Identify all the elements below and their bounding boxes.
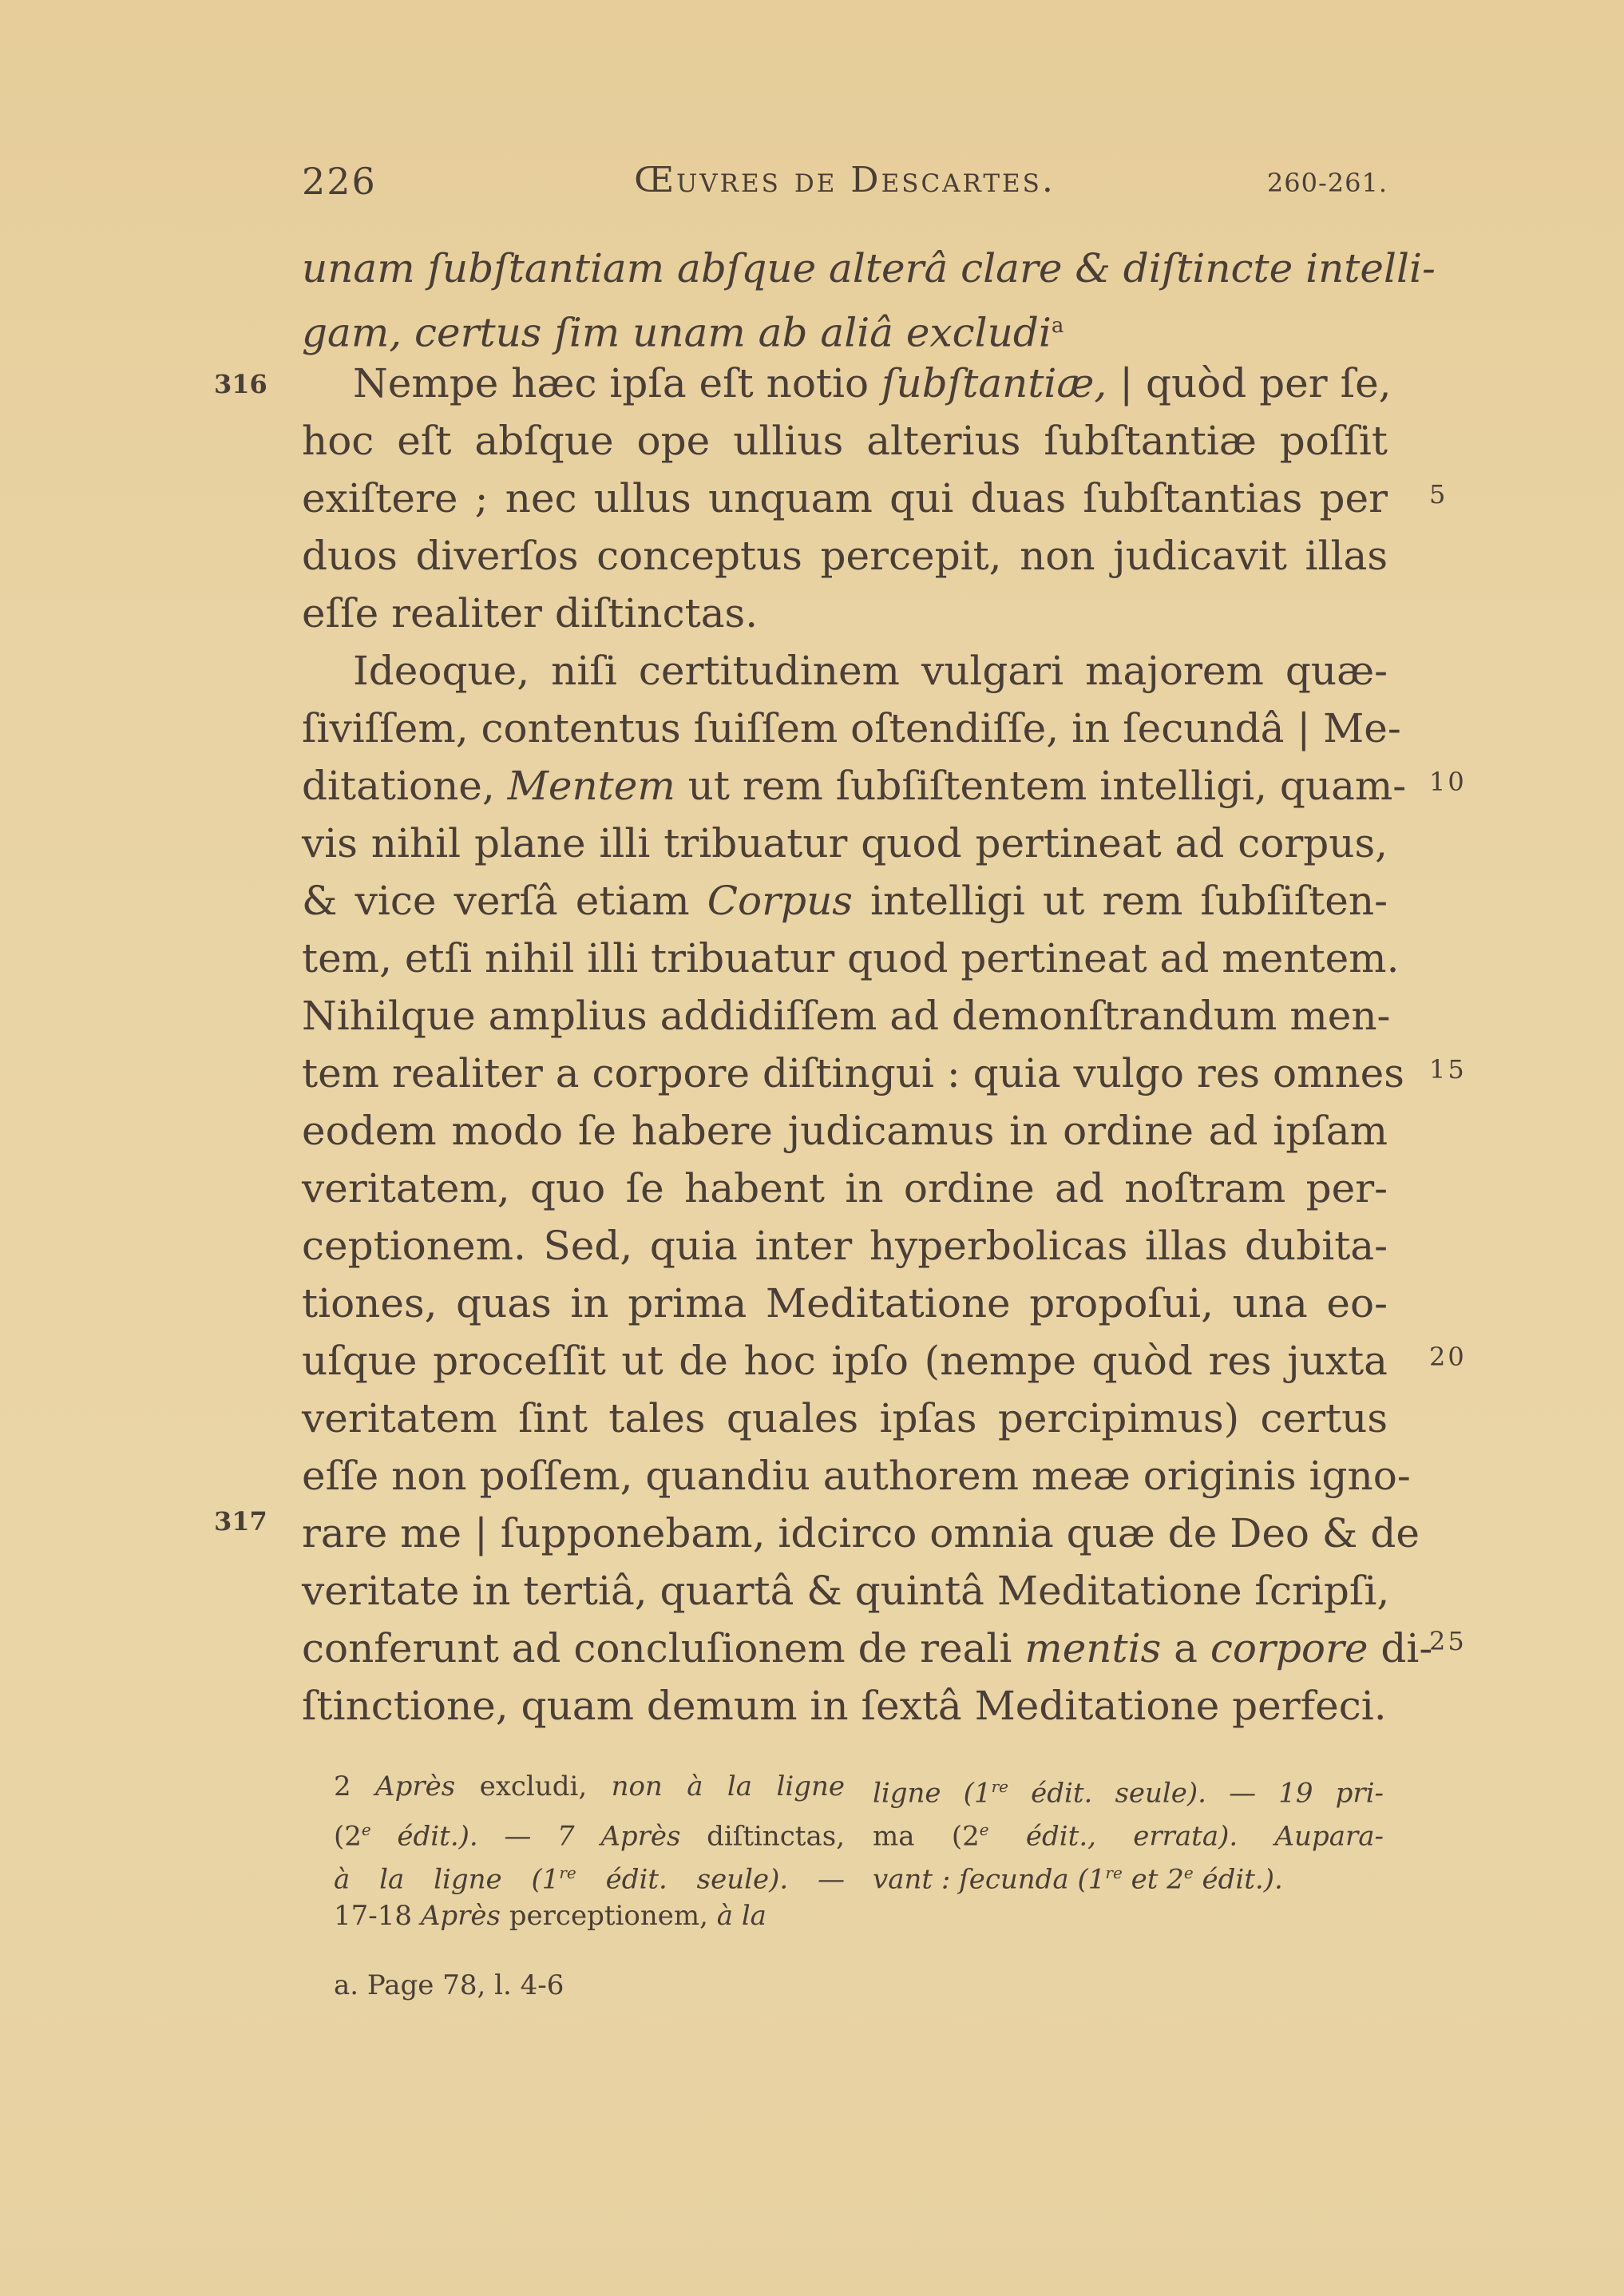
note-seg-italic: Après	[420, 1900, 501, 1932]
line-number: 10	[1429, 767, 1467, 797]
text-segment-italic: Corpus	[707, 878, 853, 924]
apparatus-column-left	[334, 1765, 845, 1937]
note-seg-italic: Après	[600, 1820, 681, 1853]
note-seg-italic: édit. seule). — 19 pri-	[1008, 1777, 1384, 1810]
apparatus-column-right	[873, 1765, 1384, 1894]
text-line: eſſe realiter diſtinctas.	[302, 590, 759, 636]
note-seg-italic: non à la ligne	[611, 1771, 845, 1802]
apparatus-line	[334, 1894, 845, 1937]
text-line: veritatem, quo ſe habent in ordine ad noſtram per-	[302, 1165, 1388, 1211]
note-sup: re	[559, 1863, 576, 1882]
apparatus-line	[334, 1765, 845, 1808]
apparatus-line	[873, 1765, 1384, 1808]
text-line: veritatem ſint tales quales ipſas percipimus) certus	[302, 1395, 1388, 1441]
apparatus-line	[873, 1808, 1384, 1851]
text-line: unam ſubſtantiam abſque alterâ clare & diſtincte intelli-	[302, 245, 1436, 291]
note-seg-italic: ligne (1	[873, 1777, 992, 1810]
text-line: ſiviſſem, contentus ſuiſſem oſtendiſſe, in ſecundâ | Me-	[302, 705, 1401, 751]
line-number: 20	[1429, 1342, 1467, 1372]
text-segment-italic: mentis	[1024, 1625, 1162, 1671]
note-seg: perceptionem,	[500, 1900, 717, 1932]
margin-page-ref: 316	[214, 369, 267, 399]
text-segment: a	[1161, 1625, 1210, 1671]
text-line: vis nihil plane illi tribuatur quod pertineat ad corpus,	[302, 820, 1388, 866]
text-line: eſſe non poſſem, quandiu authorem meæ originis igno-	[302, 1453, 1411, 1499]
original-page-range: 260-261.	[1266, 168, 1388, 198]
text-line	[302, 1620, 1433, 1677]
note-sup: re	[1105, 1863, 1123, 1882]
text-segment: | quòd per ſe,	[1107, 360, 1392, 406]
text-segment: conferunt ad concluſionem de reali	[302, 1625, 1025, 1671]
note-sup: e	[979, 1820, 989, 1839]
margin-page-ref: 317	[214, 1506, 267, 1537]
note-sup: e	[361, 1820, 371, 1839]
note-sup: e	[1183, 1863, 1194, 1882]
line-number: 5	[1429, 479, 1448, 510]
text-segment: di-	[1368, 1625, 1433, 1671]
text-segment: intelligi ut rem ſubſiſten-	[852, 878, 1388, 924]
text-segment-italic: Mentem	[507, 763, 675, 809]
footnote-marker: a	[1051, 314, 1064, 338]
note-seg-italic: édit.). — 7	[370, 1820, 601, 1853]
note-seg-italic: et 2	[1122, 1863, 1184, 1896]
text-segment: ut rem ſubſiſtentem intelligi, quam-	[675, 763, 1407, 809]
text-line: veritate in tertiâ, quartâ & quintâ Meditatione ſcripſi,	[302, 1568, 1390, 1614]
text-line: Nihilque amplius addidiſſem ad demonſtrandum men-	[302, 993, 1391, 1039]
note-seg-italic: vant : ſecunda (1	[873, 1863, 1106, 1896]
text-line	[302, 872, 1388, 930]
note-sup: re	[991, 1777, 1008, 1796]
note-seg-italic: édit.).	[1193, 1863, 1283, 1896]
text-segment: & vice verſâ etiam	[302, 878, 707, 924]
line-number: 15	[1429, 1054, 1467, 1085]
note-seg: ma (2	[873, 1820, 980, 1853]
running-title: Œuvres de Descartes.	[634, 160, 1056, 200]
text-segment-italic: corpore	[1210, 1625, 1369, 1671]
text-line: uſque proceſſit ut de hoc ipſo (nempe quòd res juxta	[302, 1338, 1388, 1384]
text-line: hoc eſt abſque ope ullius alterius ſubſtantiæ poſſit	[302, 418, 1388, 464]
text-line: eodem modo ſe habere judicamus in ordine ad ipſam	[302, 1108, 1388, 1154]
note-seg: (2	[334, 1820, 362, 1853]
main-text	[302, 240, 1436, 1735]
note-seg-italic: à la ligne (1	[334, 1863, 560, 1896]
apparatus-line	[334, 1851, 845, 1894]
text-line: Ideoque, niſi certitudinem vulgari majorem quæ-	[353, 648, 1388, 694]
note-seg: excludi,	[455, 1771, 612, 1802]
text-line: tem, etſi nihil illi tribuatur quod pertineat ad mentem.	[302, 935, 1400, 981]
note-seg-italic: édit., errata). Aupara-	[988, 1820, 1384, 1853]
text-line: duos diverſos conceptus percepit, non judicavit illas	[302, 533, 1388, 579]
text-line	[302, 297, 1388, 355]
note-seg-italic: Après	[375, 1771, 456, 1802]
text-segment-italic: ſubſtantiæ,	[881, 360, 1107, 406]
text-line: tiones, quas in prima Meditatione propoſui, una eo-	[302, 1280, 1388, 1326]
text-segment: gam, certus ſim unam ab aliâ excludi	[302, 309, 1052, 356]
text-line	[302, 757, 1407, 815]
line-number: 25	[1429, 1626, 1467, 1656]
text-segment: Nempe hæc ipſa eſt notio	[353, 360, 882, 406]
text-line: ſtinctione, quam demum in ſextâ Meditatione perfeci.	[302, 1683, 1387, 1729]
footnote: a. Page 78, l. 4-6	[334, 1969, 564, 2001]
text-segment: ditatione,	[302, 763, 508, 809]
text-line: rare me | ſupponebam, idcirco omnia quæ de Deo & de	[302, 1510, 1420, 1556]
apparatus-line	[873, 1851, 1384, 1894]
text-line: tem realiter a corpore diſtingui : quia vulgo res omnes	[302, 1050, 1404, 1096]
text-line: ceptionem. Sed, quia inter hyperbolicas illas dubita-	[302, 1223, 1388, 1269]
text-line	[302, 355, 1392, 412]
text-line: exiſtere ; nec ullus unquam qui duas ſubſtantias per	[302, 475, 1388, 521]
running-header	[302, 160, 1388, 216]
apparatus-line	[334, 1808, 845, 1851]
note-seg: 2	[334, 1771, 376, 1802]
note-seg-italic: édit. seule). —	[576, 1863, 846, 1896]
page-number: 226	[302, 160, 377, 203]
note-seg: diſtinctas,	[680, 1820, 845, 1853]
note-seg: 17-18	[334, 1900, 421, 1932]
note-seg-italic: à la	[716, 1900, 766, 1932]
